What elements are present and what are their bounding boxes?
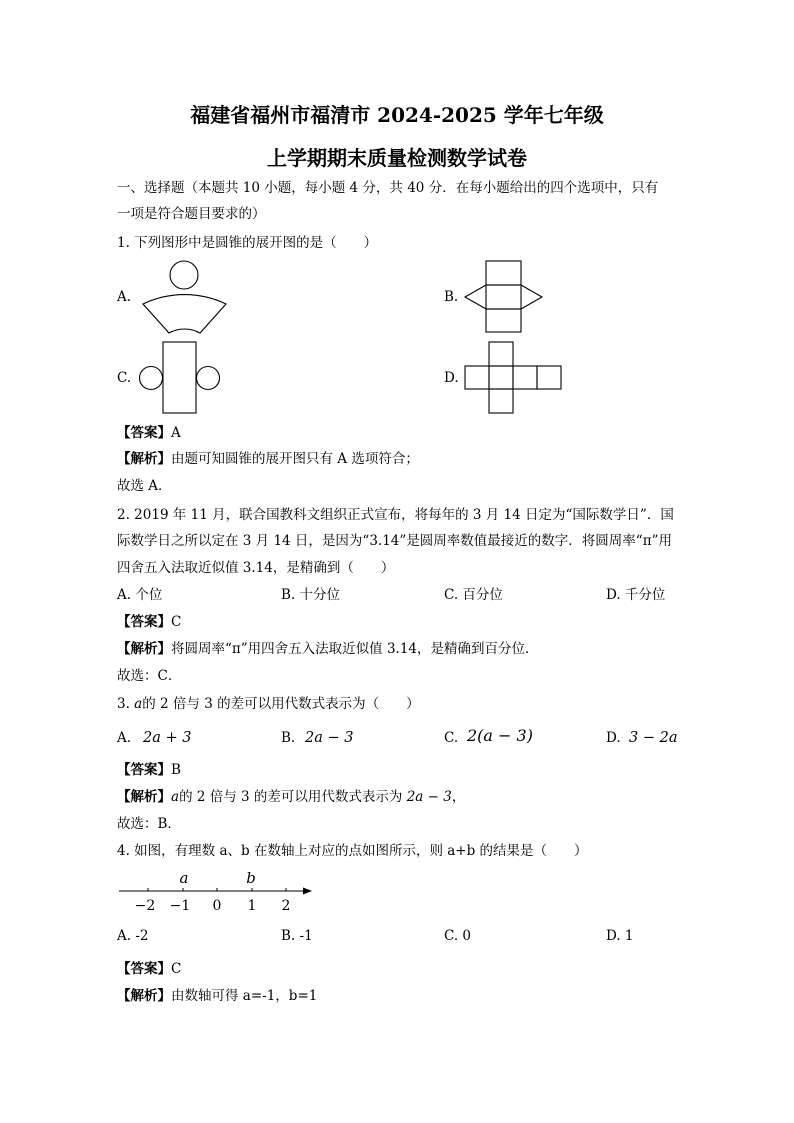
q1-option-a-figure [138, 258, 238, 336]
q1-option-c-figure [138, 341, 224, 415]
q4-answer-value: C [171, 961, 182, 977]
q1-option-d-figure [464, 341, 564, 415]
q2-stem-line-1: 2. 2019 年 11 月，联合国教科文组织正式宣布，将每年的 3 月 14 日定为“国际数学日”．国 [117, 507, 674, 523]
q2-stem-line-3: 四舍五入法取近似值 3.14，是精确到（ ） [117, 560, 395, 576]
q3-number: 3. [117, 696, 135, 712]
q1-conclusion: 故选 A． [117, 478, 172, 494]
q3-option-c-label: C. [444, 730, 459, 746]
q1-answer-value: A [171, 425, 181, 441]
tick-label: 0 [212, 898, 222, 914]
q3-analysis [117, 788, 465, 806]
analysis-tag: 【解析】 [117, 789, 171, 805]
q3-answer [117, 761, 181, 779]
q4-option-c: C. 0 [444, 928, 472, 944]
q1-answer [117, 424, 181, 442]
q1-analysis-text: 由题可知圆锥的展开图只有 A 选项符合； [171, 451, 419, 467]
tick-label: 1 [247, 898, 257, 914]
q2-stem-line-2: 际数学日之所以定在 3 月 14 日，是因为“3.14”是圆周率数值最接近的数字．将圆周率“π”用 [117, 533, 672, 549]
analysis-tag: 【解析】 [117, 641, 171, 657]
q1-stem: 1. 下列图形中是圆锥的展开图的是（ ） [117, 235, 378, 251]
analysis-tag: 【解析】 [117, 451, 171, 467]
q3-option-a-label: A. [117, 730, 132, 746]
q1-option-a-label: A. [117, 289, 132, 305]
section-header-line-1: 一、选择题（本题共 10 小题，每小题 4 分，共 40 分．在每小题给出的四个选项中，只有 [117, 180, 659, 196]
title-line-1: 福建省福州市福清市 2024-2025 学年七年级 [190, 103, 604, 127]
q3-variable: a [134, 696, 143, 712]
q1-option-d-label: D. [444, 370, 459, 386]
q2-answer [117, 613, 181, 631]
q3-analysis-variable: a [171, 789, 180, 805]
q4-number-line [117, 866, 317, 916]
q2-conclusion: 故选：C． [117, 668, 182, 684]
q2-analysis [117, 640, 539, 658]
answer-tag: 【答案】 [117, 961, 171, 977]
analysis-tag: 【解析】 [117, 988, 171, 1004]
q4-stem: 4. 如图，有理数 a、b 在数轴上对应的点如图所示，则 a+b 的结果是（ ） [117, 843, 588, 859]
q3-option-c-expr: 2(a − 3) [467, 726, 533, 745]
q4-option-a: A. -2 [117, 928, 149, 944]
q3-analysis-end: ， [451, 789, 466, 805]
tick-label: 2 [281, 898, 291, 914]
q3-answer-value: B [171, 762, 181, 778]
q3-option-a-expr: 2a + 3 [143, 730, 192, 746]
q3-conclusion: 故选：B． [117, 816, 181, 832]
q1-analysis [117, 450, 419, 468]
q2-answer-value: C [171, 614, 182, 630]
q3-option-b-label: B. [281, 730, 296, 746]
answer-tag: 【答案】 [117, 425, 171, 441]
q4-option-b: B. -1 [281, 928, 313, 944]
q3-stem-text: 的 2 倍与 3 的差可以用代数式表示为（ ） [142, 696, 420, 712]
q1-option-b-label: B. [444, 289, 459, 305]
q2-option-c: C. 百分位 [444, 587, 503, 603]
q3-analysis-text: 的 2 倍与 3 的差可以用代数式表示为 [179, 789, 407, 805]
arrow-icon [303, 888, 312, 895]
q1-option-b-figure [462, 260, 546, 334]
q2-option-d: D. 千分位 [606, 587, 666, 603]
point-label-a: a [179, 869, 189, 887]
q4-analysis-text: 由数轴可得 a=-1，b=1 [171, 988, 318, 1004]
answer-tag: 【答案】 [117, 614, 171, 630]
q3-option-b-expr: 2a − 3 [305, 730, 354, 746]
q3-stem [117, 695, 420, 713]
q2-analysis-text: 将圆周率“π”用四舍五入法取近似值 3.14，是精确到百分位． [171, 641, 539, 657]
q1-option-c-label: C. [117, 370, 132, 386]
q3-analysis-expr: 2a − 3 [406, 789, 452, 805]
point-label-b: b [246, 869, 256, 887]
q4-answer [117, 960, 181, 978]
answer-tag: 【答案】 [117, 762, 171, 778]
title-line-2: 上学期期末质量检测数学试卷 [267, 146, 527, 170]
q4-analysis [117, 987, 317, 1005]
tick-label: −2 [134, 898, 156, 914]
q2-option-b: B. 十分位 [281, 587, 341, 603]
q3-option-d-label: D. [606, 730, 621, 746]
tick-label: −1 [169, 898, 191, 914]
section-header-line-2: 一项是符合题目要求的） [117, 206, 266, 222]
q2-option-a: A. 个位 [117, 587, 163, 603]
q3-option-d-expr: 3 − 2a [629, 730, 678, 746]
q4-option-d: D. 1 [606, 928, 634, 944]
